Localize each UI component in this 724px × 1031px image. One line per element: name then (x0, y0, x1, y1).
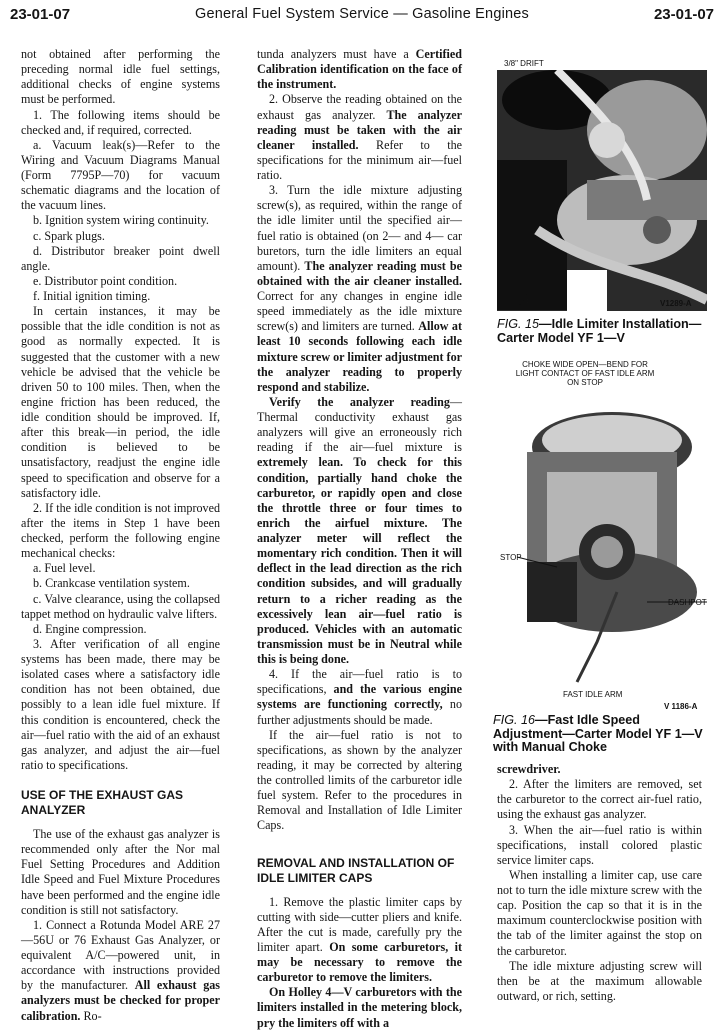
paragraph: The use of the exhaust gas analyzer is recommended only after the Nor mal Fuel Setting Procedures and Addition Idle Speed and Fuel Mixture Procedures have been performed and the engine idle condition is still not satisfactory. (21, 827, 220, 917)
callout-drift: 3/8" DRIFT (504, 59, 544, 68)
paragraph: 2. After the limiters are removed, set the carburetor to the correct air-fuel ratio, using the exhaust gas analyzer. (497, 777, 702, 822)
paragraph-text: Ro- (80, 1008, 102, 1023)
paragraph (257, 183, 462, 395)
figure-15-caption (497, 318, 707, 345)
paragraph: b. Crankcase ventilation system. (33, 576, 190, 591)
paragraph: not obtained after performing the preceding normal idle fuel settings, additional checks of engine systems must be performed. (21, 47, 220, 107)
bold-text: extremely lean. To check for this condition, partially hand choke the carburetor, or rapidly open and close the throttle three or four times to enrich the airfuel mixture. The analyzer meter will reflect the momentary rich condition. Then it will deflect in the lead direction as the rich condition subsides, and will gradually return to a richer reading as the excessively lean air—fuel ratio is produced. Vehicles with an automatic transmission must be in Neutral while this is being done. (257, 455, 462, 666)
paragraph: If the air—fuel ratio is not to specifications, as shown by the analyzer reading, it may be corrected by altering the controlled limits of the carburetor idle fuel system. Refer to the procedures in Removal and Installation of Idle Limiter Caps. (257, 727, 462, 833)
page-number-left: 23-01-07 (10, 6, 71, 23)
paragraph (257, 895, 462, 986)
paragraph: f. Initial ignition timing. (33, 289, 151, 303)
figure-caption-text: —Idle Limiter Installation—Carter Model YF 1—V (497, 317, 702, 345)
paragraph: 2. If the idle condition is not improved after the items in Step 1 have been checked, perform the following engine mechanical checks: (21, 500, 220, 561)
paragraph: d. Distributor breaker point dwell angle. (21, 243, 220, 273)
figure-16-photo (497, 392, 707, 694)
figure-15-photo (497, 70, 707, 311)
paragraph-text: 3. Turn the idle mixture adjusting screw(s), as required, within the range of the idle limiter until the specified air—fuel ratio is obtained (on 2— and 4— car buretors, turn the idle limiters an equal amount). (257, 183, 462, 273)
paragraph: e. Distributor point condition. (33, 273, 178, 288)
paragraph-text: 1. Remove the plastic limiter caps by cutting with side—cutter pliers and knife. After the cut is made, carefully pry the limiter apart. (257, 894, 462, 954)
paragraph-text: 2. Observe the reading obtained on the exhaust gas analyzer. (257, 92, 462, 122)
paragraph-text: tunda analyzers must have a (257, 47, 416, 61)
bold-text: Allow at least 10 seconds following each idle mixture screw or limiter adjustment for the analyzer reading to properly respond and stabilize. (257, 319, 462, 394)
running-header-title: General Fuel System Service — Gasoline Engines (195, 6, 529, 22)
section-heading: REMOVAL AND INSTALLATION OF IDLE LIMITER CAPS (257, 855, 455, 885)
paragraph: screwdriver. (497, 762, 561, 776)
paragraph: b. Ignition system wiring continuity. (33, 213, 209, 228)
paragraph-text: no further adjustments should be made. (257, 697, 462, 727)
figure-code: V1289-A (660, 299, 692, 308)
paragraph: a. Fuel level. (33, 561, 96, 576)
paragraph: When installing a limiter cap, use care not to turn the idle mixture screw with the cap. Position the cap so that it is in the maximum counterclockwise position with the tab of the limiter against the stop on the carburetor. (497, 867, 702, 958)
figure-number: FIG. 16 (493, 713, 535, 727)
carburetor-photo-illustration (497, 392, 707, 694)
page-number-right: 23-01-07 (653, 6, 714, 23)
bold-text: and the various engine systems are functioning correctly, (257, 682, 462, 712)
paragraph (257, 667, 462, 728)
paragraph: 1. The following items should be checked and, if required, corrected. (21, 107, 220, 137)
paragraph (257, 47, 462, 92)
callout-stop: STOP (500, 553, 522, 562)
paragraph: c. Spark plugs. (33, 228, 105, 243)
text-column-1 (21, 47, 220, 1024)
paragraph: The idle mixture adjusting screw will then be at the maximum allowable outward, or rich, setting. (497, 958, 702, 1003)
text-column-3 (497, 762, 702, 1004)
text-column-2 (257, 47, 462, 1031)
paragraph: 3. When the air—fuel ratio is within specifications, install colored plastic service limiter caps. (497, 822, 702, 867)
callout-dashpot: DASHPOT (668, 598, 707, 607)
paragraph-text: 4. If the air—fuel ratio is to specifications, (257, 667, 462, 697)
bold-text: Certified Calibration identification on the face of the instrument. (257, 47, 462, 92)
paragraph: On Holley 4—V carburetors with the limiters installed in the metering block, pry the limiters off with a (257, 985, 462, 1030)
figure-16-caption (493, 714, 705, 755)
figure-number: FIG. 15 (497, 317, 539, 331)
bold-text: Verify the analyzer reading (269, 394, 450, 409)
bold-text: All exhaust gas analyzers must be checked for proper calibration. (21, 978, 220, 1023)
paragraph (257, 395, 462, 667)
paragraph-text: —Thermal conductivity exhaust gas analyzers will give an erroneously rich reading if the air—fuel mixture is (257, 394, 462, 455)
figure-caption-text: —Fast Idle Speed Adjustment—Carter Model YF 1—V with Manual Choke (493, 713, 703, 754)
callout-fast-idle-arm: FAST IDLE ARM (563, 690, 623, 699)
paragraph (21, 918, 220, 1024)
paragraph-text: Refer to the specifications for the minimum air—fuel ratio. (257, 137, 462, 182)
callout-choke: CHOKE WIDE OPEN—BEND FOR LIGHT CONTACT OF FAST IDLE ARM ON STOP (515, 360, 655, 387)
carburetor-photo-illustration (497, 70, 707, 311)
paragraph: 3. After verification of all engine systems has been made, there may be isolated cases where a satisfactory idle condition has not been obtained, due possibly to a lean idle fuel mixture. If this condition is encountered, check the air—fuel ratio with the aid of an exhaust gas analyzer, and adjust the air—fuel ratio to specifications. (21, 636, 220, 772)
paragraph: a. Vacuum leak(s)—Refer to the Wiring and Vacuum Diagrams Manual (Form 7795P—70) for vacuum schematic diagrams and the location of the vacuum lines. (21, 137, 220, 213)
section-heading: USE OF THE EXHAUST GAS ANALYZER (21, 788, 184, 817)
figure-code: V 1186-A (664, 702, 698, 711)
bold-text: The analyzer reading must be taken with the air cleaner installed. (257, 107, 462, 152)
paragraph: d. Engine compression. (33, 621, 147, 636)
callout-limiter-cap: LIMITER CAP (515, 290, 547, 307)
paragraph-text: Correct for any changes in engine idle speed immediately as the idle mixture screw(s) and limiters are turned. (257, 289, 462, 334)
bold-text: The analyzer reading must be obtained with the air cleaner installed. (257, 258, 462, 288)
paragraph: In certain instances, it may be possible that the idle condition is not as good as normally expected. It is suggested that the customer with a new vehicle be advised that the vehicle be driven 50 to 100 miles. Then, when the engine friction has been reduced, the idle condition should be improved. If, after this break—in period, the idle condition is believed to be unsatisfactory, readjust the engine idle speed to specification and observe for a satisfactory idle. (21, 304, 220, 500)
paragraph: c. Valve clearance, using the collapsed tappet method on hydraulic valve lifters. (21, 591, 220, 621)
paragraph (257, 92, 462, 183)
bold-text: On some carburetors, it may be necessary to remove the carburetor to remove the limiters. (257, 939, 462, 985)
paragraph-text: 1. Connect a Rotunda Model ARE 27—56U or 76 Exhaust Gas Analyzer, or equivalent A/C—powered unit, in accordance with instructions provided by the manufacturer. (21, 917, 220, 993)
